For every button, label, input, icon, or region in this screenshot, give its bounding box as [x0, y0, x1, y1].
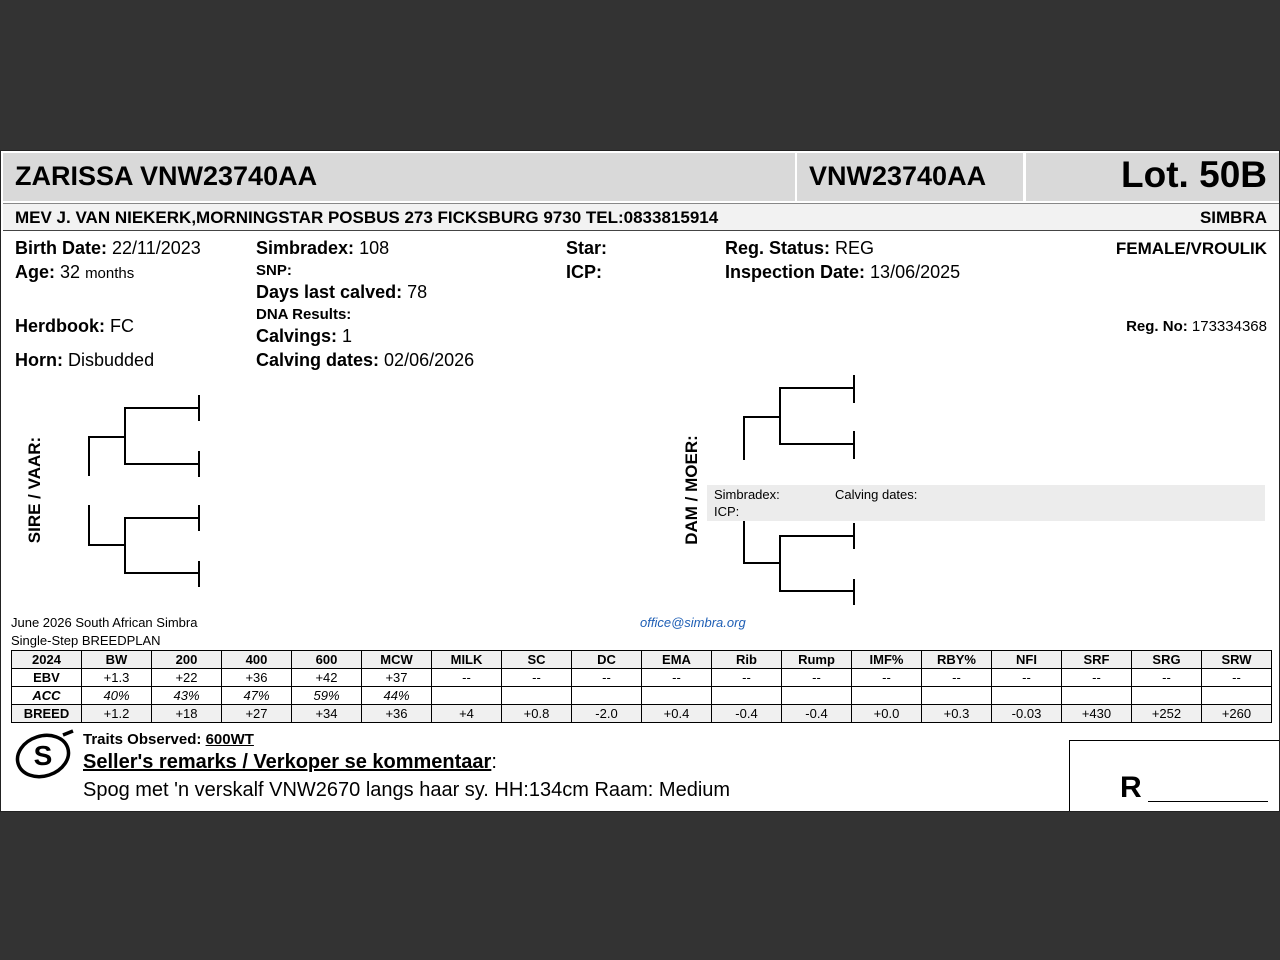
horn-status: Horn: Disbudded [15, 350, 155, 370]
acc-cell [1132, 687, 1202, 705]
reg-status: Reg. Status: REG [725, 238, 875, 258]
acc-cell: 44% [362, 687, 432, 705]
calvings: Calvings: 1 [256, 326, 353, 346]
acc-cell [1062, 687, 1132, 705]
ebv-cell: -- [502, 669, 572, 687]
breed-cell: +36 [362, 705, 432, 723]
price-box [1069, 740, 1280, 812]
breed-cell: +252 [1132, 705, 1202, 723]
ebv-header-cell: EMA [642, 651, 712, 669]
dam-label: DAM / MOER: [682, 435, 701, 545]
ebv-cell: +42 [292, 669, 362, 687]
icp-label: ICP: [566, 262, 602, 282]
ebv-header-row [12, 651, 1272, 669]
ebv-cell: +1.3 [82, 669, 152, 687]
email-link[interactable]: office@simbra.org [640, 615, 746, 630]
ebv-header-cell: SC [502, 651, 572, 669]
ebv-table [11, 650, 1272, 723]
breed-cell: +0.4 [642, 705, 712, 723]
breed-cell: +34 [292, 705, 362, 723]
birth-date: Birth Date: 22/11/2023 [15, 238, 201, 258]
seller-remarks-label: Seller's remarks / Verkoper se kommentaar: [83, 751, 497, 773]
ebv-cell: -- [1132, 669, 1202, 687]
ebv-header-cell: MILK [432, 651, 502, 669]
breed-avg-row [12, 705, 1272, 723]
acc-cell [712, 687, 782, 705]
ebv-row-label: EBV [12, 669, 82, 687]
breed-cell: +0.0 [852, 705, 922, 723]
snp-label: SNP: [256, 262, 292, 279]
acc-cell [782, 687, 852, 705]
ebv-cell: +22 [152, 669, 222, 687]
ebv-header-cell: BW [82, 651, 152, 669]
inspection-date: Inspection Date: 13/06/2025 [725, 262, 961, 282]
ebv-cell: -- [642, 669, 712, 687]
acc-cell [502, 687, 572, 705]
ebv-cell: -- [782, 669, 852, 687]
owner-details: MEV J. VAN NIEKERK,MORNINGSTAR POSBUS 273 FICKSBURG 9730 TEL:0833815914 [15, 208, 719, 227]
simbra-logo-icon [13, 729, 77, 781]
ebv-cell: -- [1202, 669, 1272, 687]
owner-bar [3, 203, 1279, 231]
ebv-cell: -- [572, 669, 642, 687]
reg-number: Reg. No: 173334368 [1126, 318, 1267, 335]
ebv-header-cell: 200 [152, 651, 222, 669]
star-label: Star: [566, 238, 608, 258]
header-divider [795, 153, 797, 201]
breedplan-run: June 2026 South African Simbra [11, 615, 198, 630]
breed-cell: +4 [432, 705, 502, 723]
breed-cell: +0.3 [922, 705, 992, 723]
breed-cell: +18 [152, 705, 222, 723]
sex-label: FEMALE/VROULIK [1115, 239, 1267, 258]
breed-cell: +260 [1202, 705, 1272, 723]
dam-simbradex-label: Simbradex: [714, 487, 780, 502]
ebv-header-cell: 400 [222, 651, 292, 669]
acc-row-label: ACC [12, 687, 82, 705]
acc-cell [922, 687, 992, 705]
acc-cell: 47% [222, 687, 292, 705]
acc-cell [642, 687, 712, 705]
breed-cell: -0.4 [782, 705, 852, 723]
ebv-cell: -- [922, 669, 992, 687]
acc-cell [1202, 687, 1272, 705]
ebv-header-cell: Rump [782, 651, 852, 669]
ebv-header-cell: Rib [712, 651, 782, 669]
acc-cell [992, 687, 1062, 705]
svg-text:S: S [33, 740, 53, 771]
ebv-cell: -- [992, 669, 1062, 687]
breed-cell: +27 [222, 705, 292, 723]
dam-icp-label: ICP: [714, 504, 740, 519]
breed-row-label: BREED [12, 705, 82, 723]
age: Age: 32 months [15, 262, 135, 282]
ebv-cell: +36 [222, 669, 292, 687]
acc-cell [432, 687, 502, 705]
breed-cell: +1.2 [82, 705, 152, 723]
ebv-header-cell: RBY% [922, 651, 992, 669]
acc-cell: 59% [292, 687, 362, 705]
ebv-row [12, 669, 1272, 687]
breed-cell: -0.4 [712, 705, 782, 723]
ebv-header-cell: DC [572, 651, 642, 669]
ebv-header-cell: NFI [992, 651, 1062, 669]
acc-row [12, 687, 1272, 705]
registration-code: VNW23740AA [809, 161, 987, 191]
ebv-header-cell: SRF [1062, 651, 1132, 669]
lot-card [0, 150, 1280, 812]
ebv-header-cell: IMF% [852, 651, 922, 669]
calving-dates: Calving dates: 02/06/2026 [256, 350, 475, 370]
breed-cell: -0.03 [992, 705, 1062, 723]
breed-cell: +430 [1062, 705, 1132, 723]
header-divider [1023, 153, 1026, 201]
ebv-header-cell: SRW [1202, 651, 1272, 669]
breedplan-type: Single-Step BREEDPLAN [11, 633, 161, 648]
herdbook: Herdbook: FC [15, 316, 135, 336]
ebv-header-cell: MCW [362, 651, 432, 669]
dam-calving-dates-label: Calving dates: [835, 487, 918, 502]
breed-label: SIMBRA [1199, 208, 1267, 227]
dna-results-label: DNA Results: [256, 306, 352, 323]
dam-details-strip [707, 485, 1265, 521]
seller-remarks-text: Spog met 'n verskalf VNW2670 langs haar sy. HH:134cm Raam: Medium [83, 779, 731, 801]
animal-name: ZARISSA VNW23740AA [15, 161, 318, 191]
ebv-header-cell: SRG [1132, 651, 1202, 669]
header-bar [3, 153, 1279, 201]
ebv-cell: -- [1062, 669, 1132, 687]
breed-cell: +0.8 [502, 705, 572, 723]
ebv-header-row-label: 2024 [12, 651, 82, 669]
days-last-calved: Days last calved: 78 [256, 282, 428, 302]
breed-cell: -2.0 [572, 705, 642, 723]
price-input-line[interactable] [1148, 801, 1268, 802]
ebv-cell: -- [712, 669, 782, 687]
acc-cell: 40% [82, 687, 152, 705]
ebv-header-cell: 600 [292, 651, 362, 669]
ebv-cell: -- [432, 669, 502, 687]
sire-label: SIRE / VAAR: [25, 436, 44, 544]
simbradex: Simbradex: 108 [256, 238, 390, 258]
lot-number: Lot. 50B [1121, 154, 1267, 195]
acc-cell [572, 687, 642, 705]
acc-cell [852, 687, 922, 705]
traits-observed: Traits Observed: 600WT [83, 731, 254, 748]
acc-cell: 43% [152, 687, 222, 705]
ebv-cell: +37 [362, 669, 432, 687]
price-currency: R [1120, 771, 1142, 804]
ebv-cell: -- [852, 669, 922, 687]
